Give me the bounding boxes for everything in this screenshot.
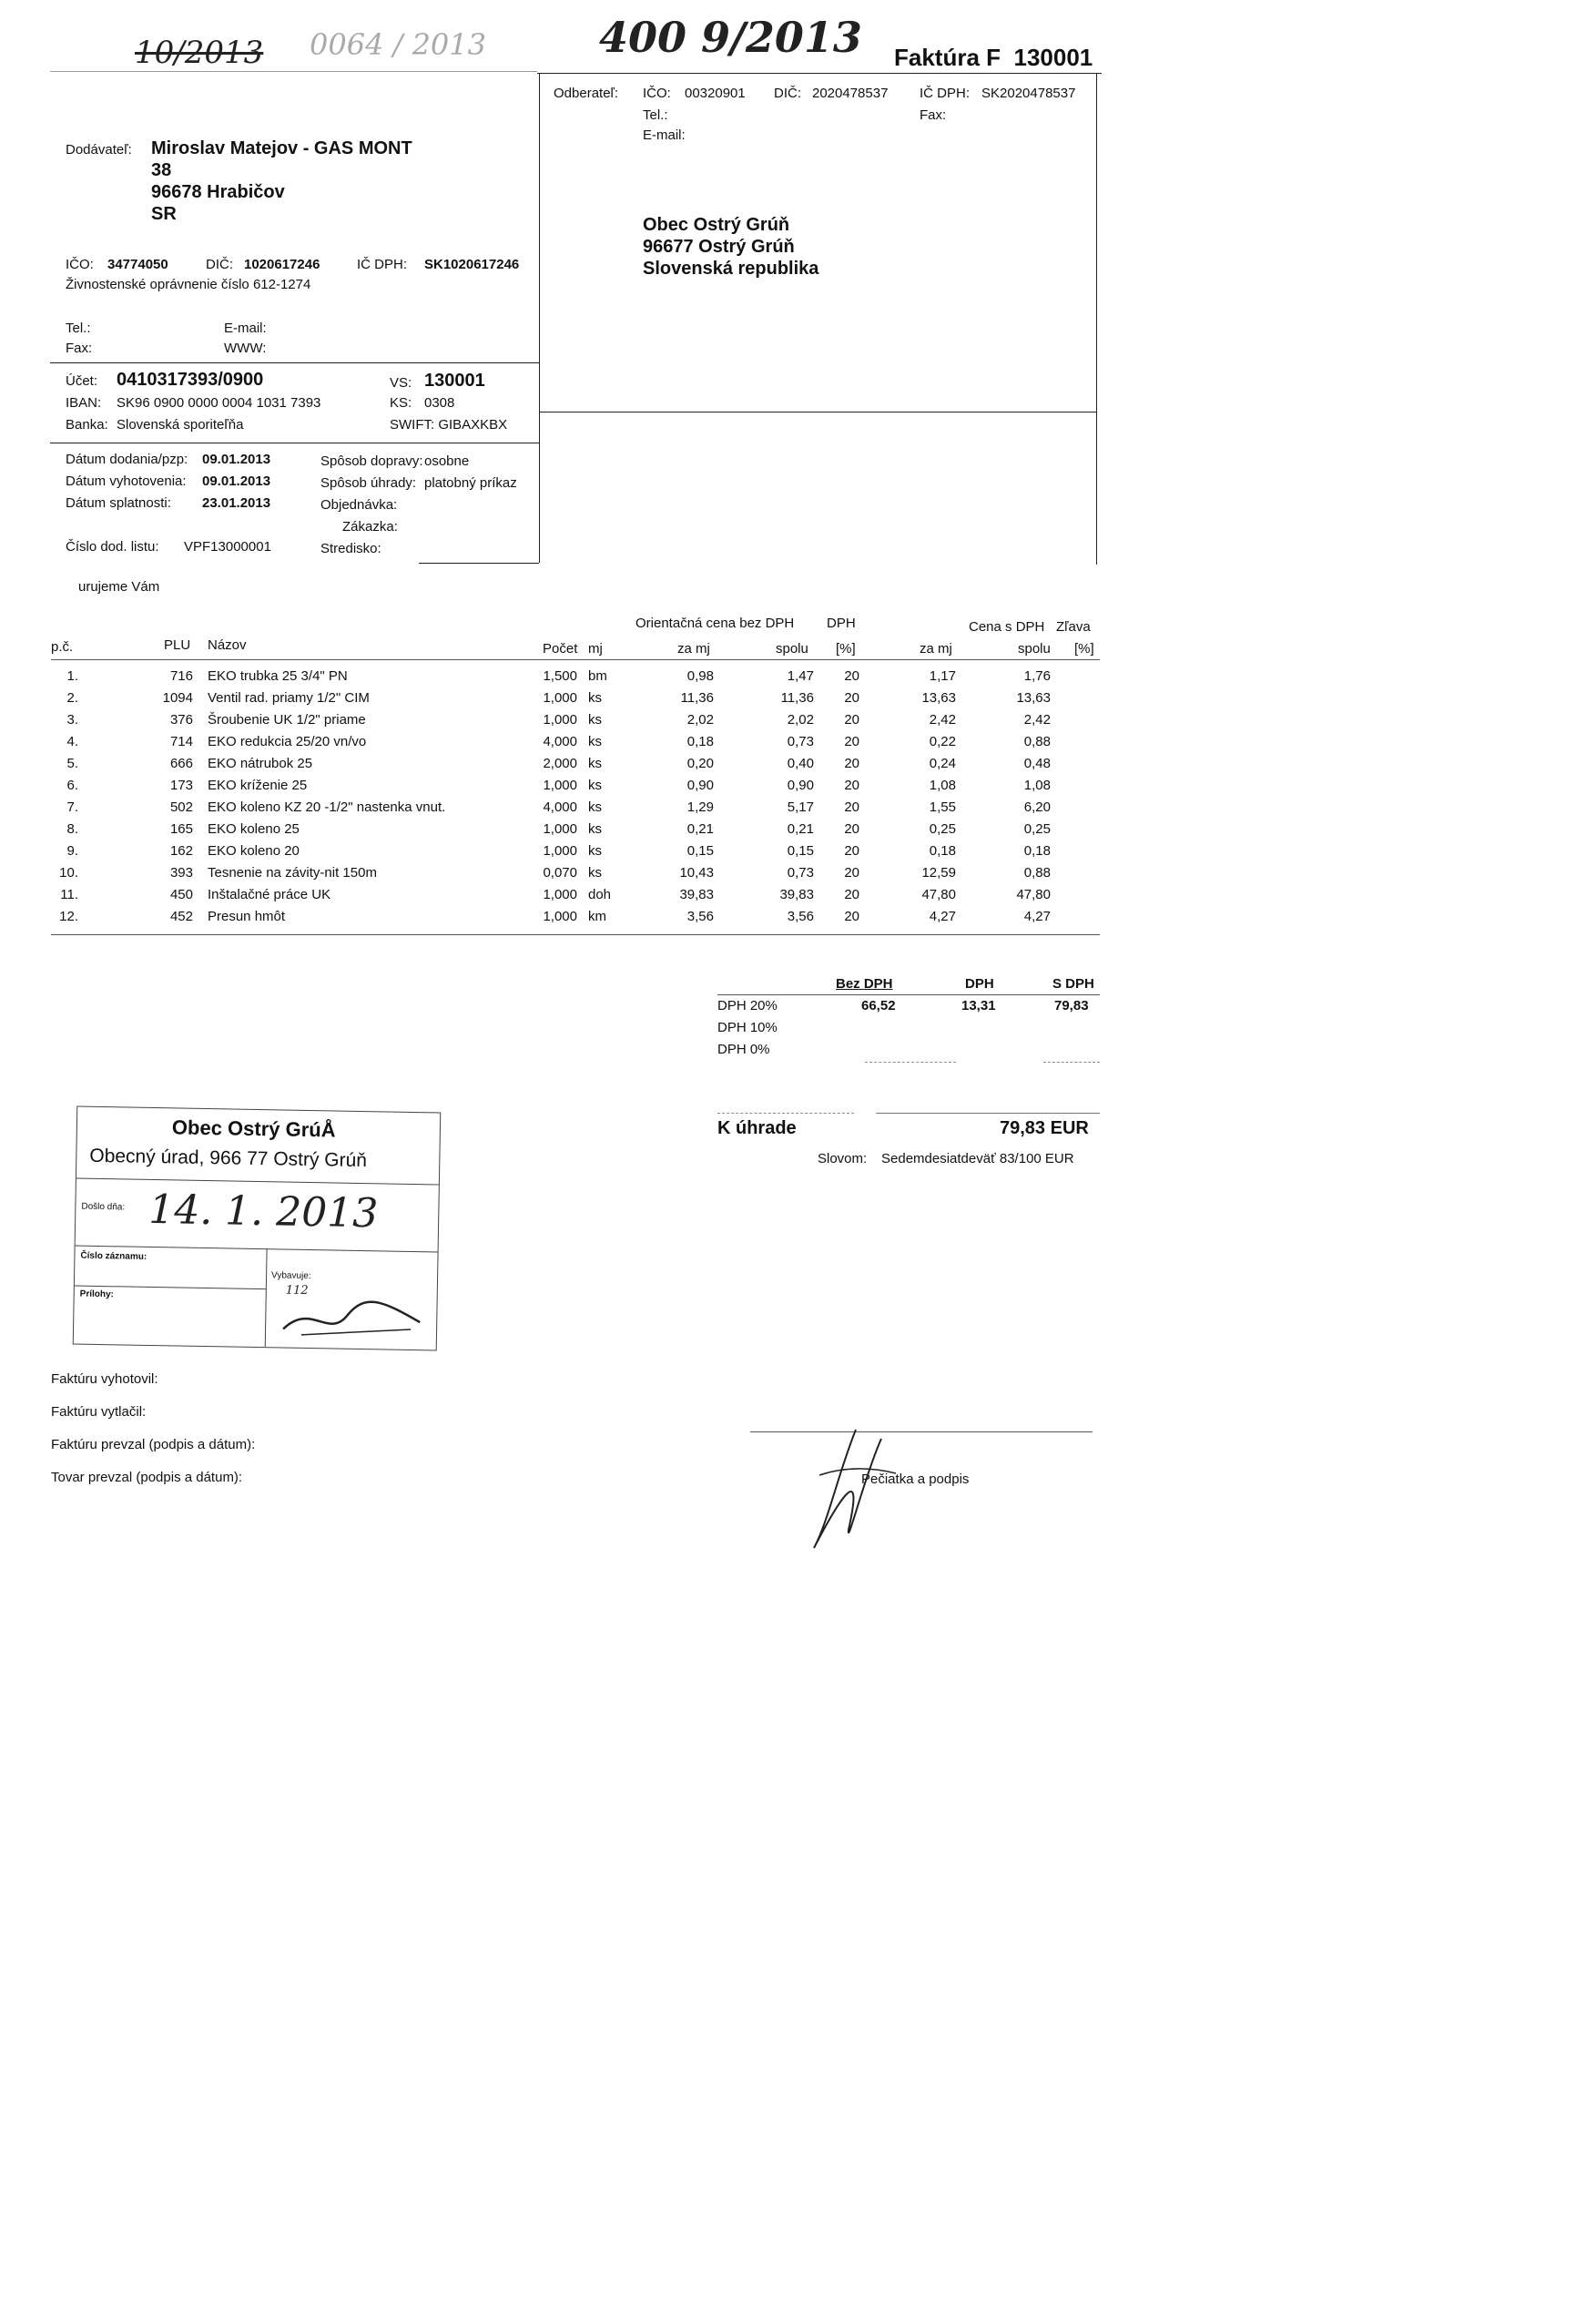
cell-name: Inštalačné práce UK	[208, 887, 331, 902]
cell-no: 2.	[66, 690, 78, 706]
delivery-date: 09.01.2013	[202, 452, 271, 467]
supplier-box-bottom	[419, 563, 539, 564]
cell-price-vat: 47,80	[921, 887, 956, 902]
handwritten-number: 400 9/2013	[599, 13, 862, 62]
handwritten-ref: 10/2013	[135, 35, 264, 71]
cell-total-vat: 47,80	[1016, 887, 1051, 902]
table-row	[0, 712, 1596, 734]
cell-name: Presun hmôt	[208, 909, 286, 924]
cell-price-vat: 0,22	[929, 734, 956, 749]
cell-plu: 376	[169, 712, 193, 728]
invoice-title-label: Faktúra F	[894, 44, 1001, 71]
th-unit-price-vat: za mj	[920, 641, 952, 657]
customer-email-label: E-mail:	[643, 127, 686, 143]
sum-h-with: S DPH	[1052, 976, 1094, 992]
customer-icdph-label: IČ DPH:	[920, 86, 971, 101]
supplier-city: 96678 Hrabičov	[151, 182, 285, 202]
words-value: Sedemdesiatdeväť 83/100 EUR	[881, 1151, 1074, 1166]
th-discount-group: Zľava	[1056, 619, 1091, 635]
cell-no: 1.	[66, 668, 78, 684]
cell-total: 11,36	[780, 690, 814, 706]
cell-qty: 1,500	[543, 668, 577, 684]
cell-rate: 20	[844, 712, 859, 728]
bank-value: Slovenská sporiteľňa	[117, 417, 244, 433]
cell-name: EKO kríženie 25	[208, 778, 308, 793]
supplier-email-label: E-mail:	[224, 321, 267, 336]
cell-name: EKO nátrubok 25	[208, 756, 313, 771]
supplier-country: SR	[151, 204, 177, 224]
supplier-icdph: SK1020617246	[424, 257, 520, 272]
supplier-dic-label: DIČ:	[206, 257, 233, 272]
th-rate: [%]	[836, 641, 856, 657]
supplier-dic: 1020617246	[244, 257, 320, 272]
cell-name: EKO koleno 25	[208, 821, 300, 837]
cell-price-vat: 13,63	[921, 690, 956, 706]
th-no: p.č.	[51, 639, 74, 655]
header-rule	[537, 73, 1102, 74]
cell-rate: 20	[844, 799, 859, 815]
cell-unit: ks	[588, 843, 602, 859]
cell-unit: km	[588, 909, 606, 924]
table-row	[0, 909, 1596, 931]
table-row	[0, 778, 1596, 799]
cell-rate: 20	[844, 909, 859, 924]
cell-price-vat: 1,17	[929, 668, 956, 684]
cell-price-vat: 1,08	[929, 778, 956, 793]
th-qty: Počet	[543, 641, 578, 657]
cell-rate: 20	[844, 865, 859, 881]
issue-date: 09.01.2013	[202, 474, 271, 489]
cell-price: 2,02	[686, 712, 714, 728]
cell-unit: ks	[588, 865, 602, 881]
cell-unit: doh	[588, 887, 612, 902]
th-unit-price: za mj	[677, 641, 710, 657]
table-row	[0, 734, 1596, 756]
cell-total-vat: 0,25	[1023, 821, 1051, 837]
due-date: 23.01.2013	[202, 495, 271, 511]
stamp-vrule	[265, 1248, 268, 1347]
handwritten-faint: 0064 / 2013	[310, 27, 486, 62]
cell-total-vat: 1,08	[1023, 778, 1051, 793]
supplier-box-right	[539, 73, 540, 563]
bank-label: Banka:	[66, 417, 108, 433]
cell-total-vat: 1,76	[1023, 668, 1051, 684]
stamp-attach-label: Prílohy:	[79, 1288, 115, 1300]
supplier-name: Miroslav Matejov - GAS MONT	[151, 138, 412, 158]
cell-plu: 452	[169, 909, 193, 924]
account-number: 0410317393/0900	[117, 370, 264, 390]
th-price-group: Orientačná cena bez DPH	[635, 616, 795, 631]
table-row	[0, 690, 1596, 712]
cell-total: 0,21	[787, 821, 814, 837]
cell-qty: 2,000	[543, 756, 577, 771]
vs-value: 130001	[424, 371, 485, 391]
supplier-icdph-label: IČ DPH:	[357, 257, 408, 272]
table-row	[0, 865, 1596, 887]
to-pay-amount: 79,83 EUR	[1000, 1118, 1089, 1138]
sum-vat-20: 13,31	[961, 998, 996, 1013]
order-label: Objednávka:	[320, 497, 398, 513]
stamp-reg-label: Číslo záznamu:	[80, 1250, 147, 1262]
cell-qty: 0,070	[543, 865, 577, 881]
cell-price: 0,18	[686, 734, 714, 749]
table-row	[0, 799, 1596, 821]
center-label: Stredisko:	[320, 541, 381, 556]
cell-plu: 716	[169, 668, 193, 684]
cell-plu: 393	[169, 865, 193, 881]
table-row	[0, 756, 1596, 778]
sum-h-vat: DPH	[965, 976, 994, 992]
customer-name: Obec Ostrý Grúň	[643, 215, 790, 235]
cell-no: 3.	[66, 712, 78, 728]
cell-price: 0,21	[686, 821, 714, 837]
cell-qty: 1,000	[543, 843, 577, 859]
cell-unit: ks	[588, 690, 602, 706]
table-bottom-rule	[51, 934, 1100, 935]
swift-value: SWIFT: GIBAXKBX	[390, 417, 508, 433]
cell-price-vat: 0,25	[929, 821, 956, 837]
cell-price: 3,56	[686, 909, 714, 924]
cell-price: 10,43	[679, 865, 714, 881]
cell-total-vat: 6,20	[1023, 799, 1051, 815]
customer-country: Slovenská republika	[643, 259, 819, 279]
cell-no: 6.	[66, 778, 78, 793]
sum-row-20-label: DPH 20%	[717, 998, 778, 1013]
cell-price-vat: 0,18	[929, 843, 956, 859]
th-name: Názov	[208, 637, 247, 653]
cell-unit: ks	[588, 734, 602, 749]
cell-unit: ks	[588, 799, 602, 815]
supplier-ico-label: IČO:	[66, 257, 94, 272]
cell-name: EKO redukcia 25/20 vn/vo	[208, 734, 367, 749]
cell-rate: 20	[844, 821, 859, 837]
cell-qty: 1,000	[543, 690, 577, 706]
cell-price-vat: 1,55	[929, 799, 956, 815]
cell-price-vat: 2,42	[929, 712, 956, 728]
cell-price: 39,83	[679, 887, 714, 902]
topay-dash-1	[717, 1113, 854, 1114]
cell-unit: ks	[588, 756, 602, 771]
cell-name: EKO koleno 20	[208, 843, 300, 859]
cell-no: 7.	[66, 799, 78, 815]
cell-plu: 165	[169, 821, 193, 837]
cell-unit: ks	[588, 778, 602, 793]
cell-qty: 1,000	[543, 778, 577, 793]
cell-name: Ventil rad. priamy 1/2" CIM	[208, 690, 370, 706]
stamp-signature-icon	[274, 1292, 430, 1346]
footer-printed-by: Faktúru vytlačil:	[51, 1404, 147, 1420]
cell-name: EKO koleno KZ 20 -1/2" nastenka vnut.	[208, 799, 446, 815]
vs-label: VS:	[390, 375, 412, 391]
cell-rate: 20	[844, 756, 859, 771]
cell-plu: 666	[169, 756, 193, 771]
stamp-handle-label: Vybavuje:	[271, 1270, 311, 1282]
iban-value: SK96 0900 0000 0004 1031 7393	[117, 395, 321, 411]
cell-rate: 20	[844, 887, 859, 902]
cell-price-vat: 0,24	[929, 756, 956, 771]
customer-tel-label: Tel.:	[643, 107, 668, 123]
customer-icdph: SK2020478537	[981, 86, 1076, 101]
customer-dic: 2020478537	[812, 86, 889, 101]
th-discount: [%]	[1074, 641, 1094, 657]
cell-rate: 20	[844, 778, 859, 793]
delivery-date-label: Dátum dodania/pzp:	[66, 452, 188, 467]
cell-price: 0,20	[686, 756, 714, 771]
cell-total-vat: 0,88	[1023, 734, 1051, 749]
customer-ico-label: IČO:	[643, 86, 671, 101]
cell-price-vat: 4,27	[929, 909, 956, 924]
th-total: spolu	[776, 641, 808, 657]
stamp-line2: Obecný úrad, 966 77 Ostrý Grúň	[89, 1145, 368, 1172]
cell-price: 0,15	[686, 843, 714, 859]
cell-no: 10.	[59, 865, 78, 881]
stamp-line1: Obec Ostrý GrúÅ	[171, 1115, 336, 1142]
cell-rate: 20	[844, 690, 859, 706]
cell-no: 4.	[66, 734, 78, 749]
cell-no: 9.	[66, 843, 78, 859]
cell-price: 0,90	[686, 778, 714, 793]
cell-total: 0,90	[787, 778, 814, 793]
sum-h-base: Bez DPH	[836, 976, 893, 992]
cell-no: 8.	[66, 821, 78, 837]
ks-label: KS:	[390, 395, 412, 411]
cell-plu: 1094	[162, 690, 193, 706]
cell-total-vat: 0,88	[1023, 865, 1051, 881]
table-header-rule	[51, 659, 1100, 660]
received-stamp	[73, 1106, 442, 1351]
th-price-vat-group: Cena s DPH	[969, 619, 1045, 635]
th-total-vat: spolu	[1018, 641, 1051, 657]
table-row	[0, 887, 1596, 909]
summary-dash-1	[865, 1062, 956, 1063]
cell-plu: 714	[169, 734, 193, 749]
footer-stamp-sign: Pečiatka a podpis	[861, 1472, 970, 1487]
transport-value: osobne	[424, 453, 470, 469]
cell-total-vat: 4,27	[1023, 909, 1051, 924]
cell-price: 1,29	[686, 799, 714, 815]
intro-text: urujeme Vám	[78, 579, 160, 595]
supplier-ico: 34774050	[107, 257, 168, 272]
signature-icon	[801, 1421, 901, 1557]
transport-label: Spôsob dopravy:	[320, 453, 423, 469]
summary-header-rule	[717, 994, 1100, 995]
issue-date-label: Dátum vyhotovenia:	[66, 474, 187, 489]
ks-value: 0308	[424, 395, 455, 411]
stamp-received-label: Došlo dňa:	[81, 1201, 126, 1213]
cell-rate: 20	[844, 734, 859, 749]
footer-issued-by: Faktúru vyhotovil:	[51, 1371, 158, 1387]
cell-unit: ks	[588, 712, 602, 728]
table-row	[0, 821, 1596, 843]
supplier-www-label: WWW:	[224, 341, 267, 356]
cell-total: 5,17	[787, 799, 814, 815]
account-label: Účet:	[66, 373, 98, 389]
cell-qty: 4,000	[543, 734, 577, 749]
sum-with-20: 79,83	[1054, 998, 1089, 1013]
cell-total: 3,56	[787, 909, 814, 924]
due-date-label: Dátum splatnosti:	[66, 495, 171, 511]
topay-rule	[876, 1113, 1100, 1114]
customer-dic-label: DIČ:	[774, 86, 801, 101]
cell-qty: 1,000	[543, 821, 577, 837]
cell-no: 12.	[59, 909, 78, 924]
cell-total-vat: 0,18	[1023, 843, 1051, 859]
delivery-note-label: Číslo dod. listu:	[66, 539, 159, 555]
table-row	[0, 843, 1596, 865]
cell-total-vat: 13,63	[1016, 690, 1051, 706]
supplier-label: Dodávateľ:	[66, 142, 132, 158]
supplier-fax-label: Fax:	[66, 341, 93, 356]
cell-plu: 173	[169, 778, 193, 793]
payment-label: Spôsob úhrady:	[320, 475, 417, 491]
cell-no: 5.	[66, 756, 78, 771]
cell-total: 1,47	[787, 668, 814, 684]
cell-total: 39,83	[779, 887, 814, 902]
cell-unit: bm	[588, 668, 607, 684]
cell-unit: ks	[588, 821, 602, 837]
header-rule-left	[50, 71, 537, 72]
cell-total-vat: 2,42	[1023, 712, 1051, 728]
sum-row-0-label: DPH 0%	[717, 1042, 770, 1057]
stamp-rule-1	[76, 1178, 439, 1186]
cell-total: 0,73	[787, 734, 814, 749]
cell-total-vat: 0,48	[1023, 756, 1051, 771]
cell-total: 2,02	[787, 712, 814, 728]
cell-qty: 1,000	[543, 909, 577, 924]
sum-base-20: 66,52	[861, 998, 896, 1013]
th-dph-group: DPH	[827, 616, 856, 631]
cell-price-vat: 12,59	[921, 865, 956, 881]
th-unit: mj	[588, 641, 603, 657]
cell-qty: 4,000	[543, 799, 577, 815]
supplier-street: 38	[151, 160, 172, 180]
delivery-note: VPF13000001	[184, 539, 271, 555]
supplier-license: Živnostenské oprávnenie číslo 612-1274	[66, 277, 311, 292]
payment-value: platobný príkaz	[424, 475, 517, 491]
cell-name: Tesnenie na závity-nit 150m	[208, 865, 377, 881]
customer-city: 96677 Ostrý Grúň	[643, 237, 795, 257]
customer-fax-label: Fax:	[920, 107, 947, 123]
to-pay-label: K úhrade	[717, 1118, 797, 1138]
cell-plu: 502	[169, 799, 193, 815]
cell-no: 11.	[60, 887, 78, 902]
invoice-number: 130001	[1013, 44, 1093, 71]
cell-qty: 1,000	[543, 887, 577, 902]
cell-qty: 1,000	[543, 712, 577, 728]
footer-received-by: Faktúru prevzal (podpis a dátum):	[51, 1437, 256, 1452]
customer-label: Odberateľ:	[554, 86, 619, 101]
iban-label: IBAN:	[66, 395, 102, 411]
sum-row-10-label: DPH 10%	[717, 1020, 778, 1035]
table-row	[0, 668, 1596, 690]
summary-dash-2	[1043, 1062, 1100, 1063]
cell-name: EKO trubka 25 3/4" PN	[208, 668, 348, 684]
cell-total: 0,73	[787, 865, 814, 881]
cell-plu: 162	[169, 843, 193, 859]
footer-goods-received: Tovar prevzal (podpis a dátum):	[51, 1470, 243, 1485]
supplier-tel-label: Tel.:	[66, 321, 91, 336]
cell-total: 0,15	[787, 843, 814, 859]
invoice-title	[894, 44, 1093, 72]
customer-ico: 00320901	[685, 86, 746, 101]
cell-rate: 20	[844, 843, 859, 859]
stamp-received-date: 14. 1. 2013	[147, 1186, 379, 1237]
cell-rate: 20	[844, 668, 859, 684]
stamp-handle-value: 112	[285, 1283, 309, 1298]
customer-box-right	[1096, 73, 1097, 565]
th-plu: PLU	[164, 637, 191, 653]
cell-total: 0,40	[787, 756, 814, 771]
words-label: Slovom:	[818, 1151, 868, 1166]
cell-plu: 450	[169, 887, 193, 902]
cell-price: 11,36	[680, 690, 714, 706]
contract-label: Zákazka:	[342, 519, 398, 535]
supplier-box-rule-1	[50, 362, 539, 363]
cell-name: Šroubenie UK 1/2" priame	[208, 712, 366, 728]
cell-price: 0,98	[686, 668, 714, 684]
